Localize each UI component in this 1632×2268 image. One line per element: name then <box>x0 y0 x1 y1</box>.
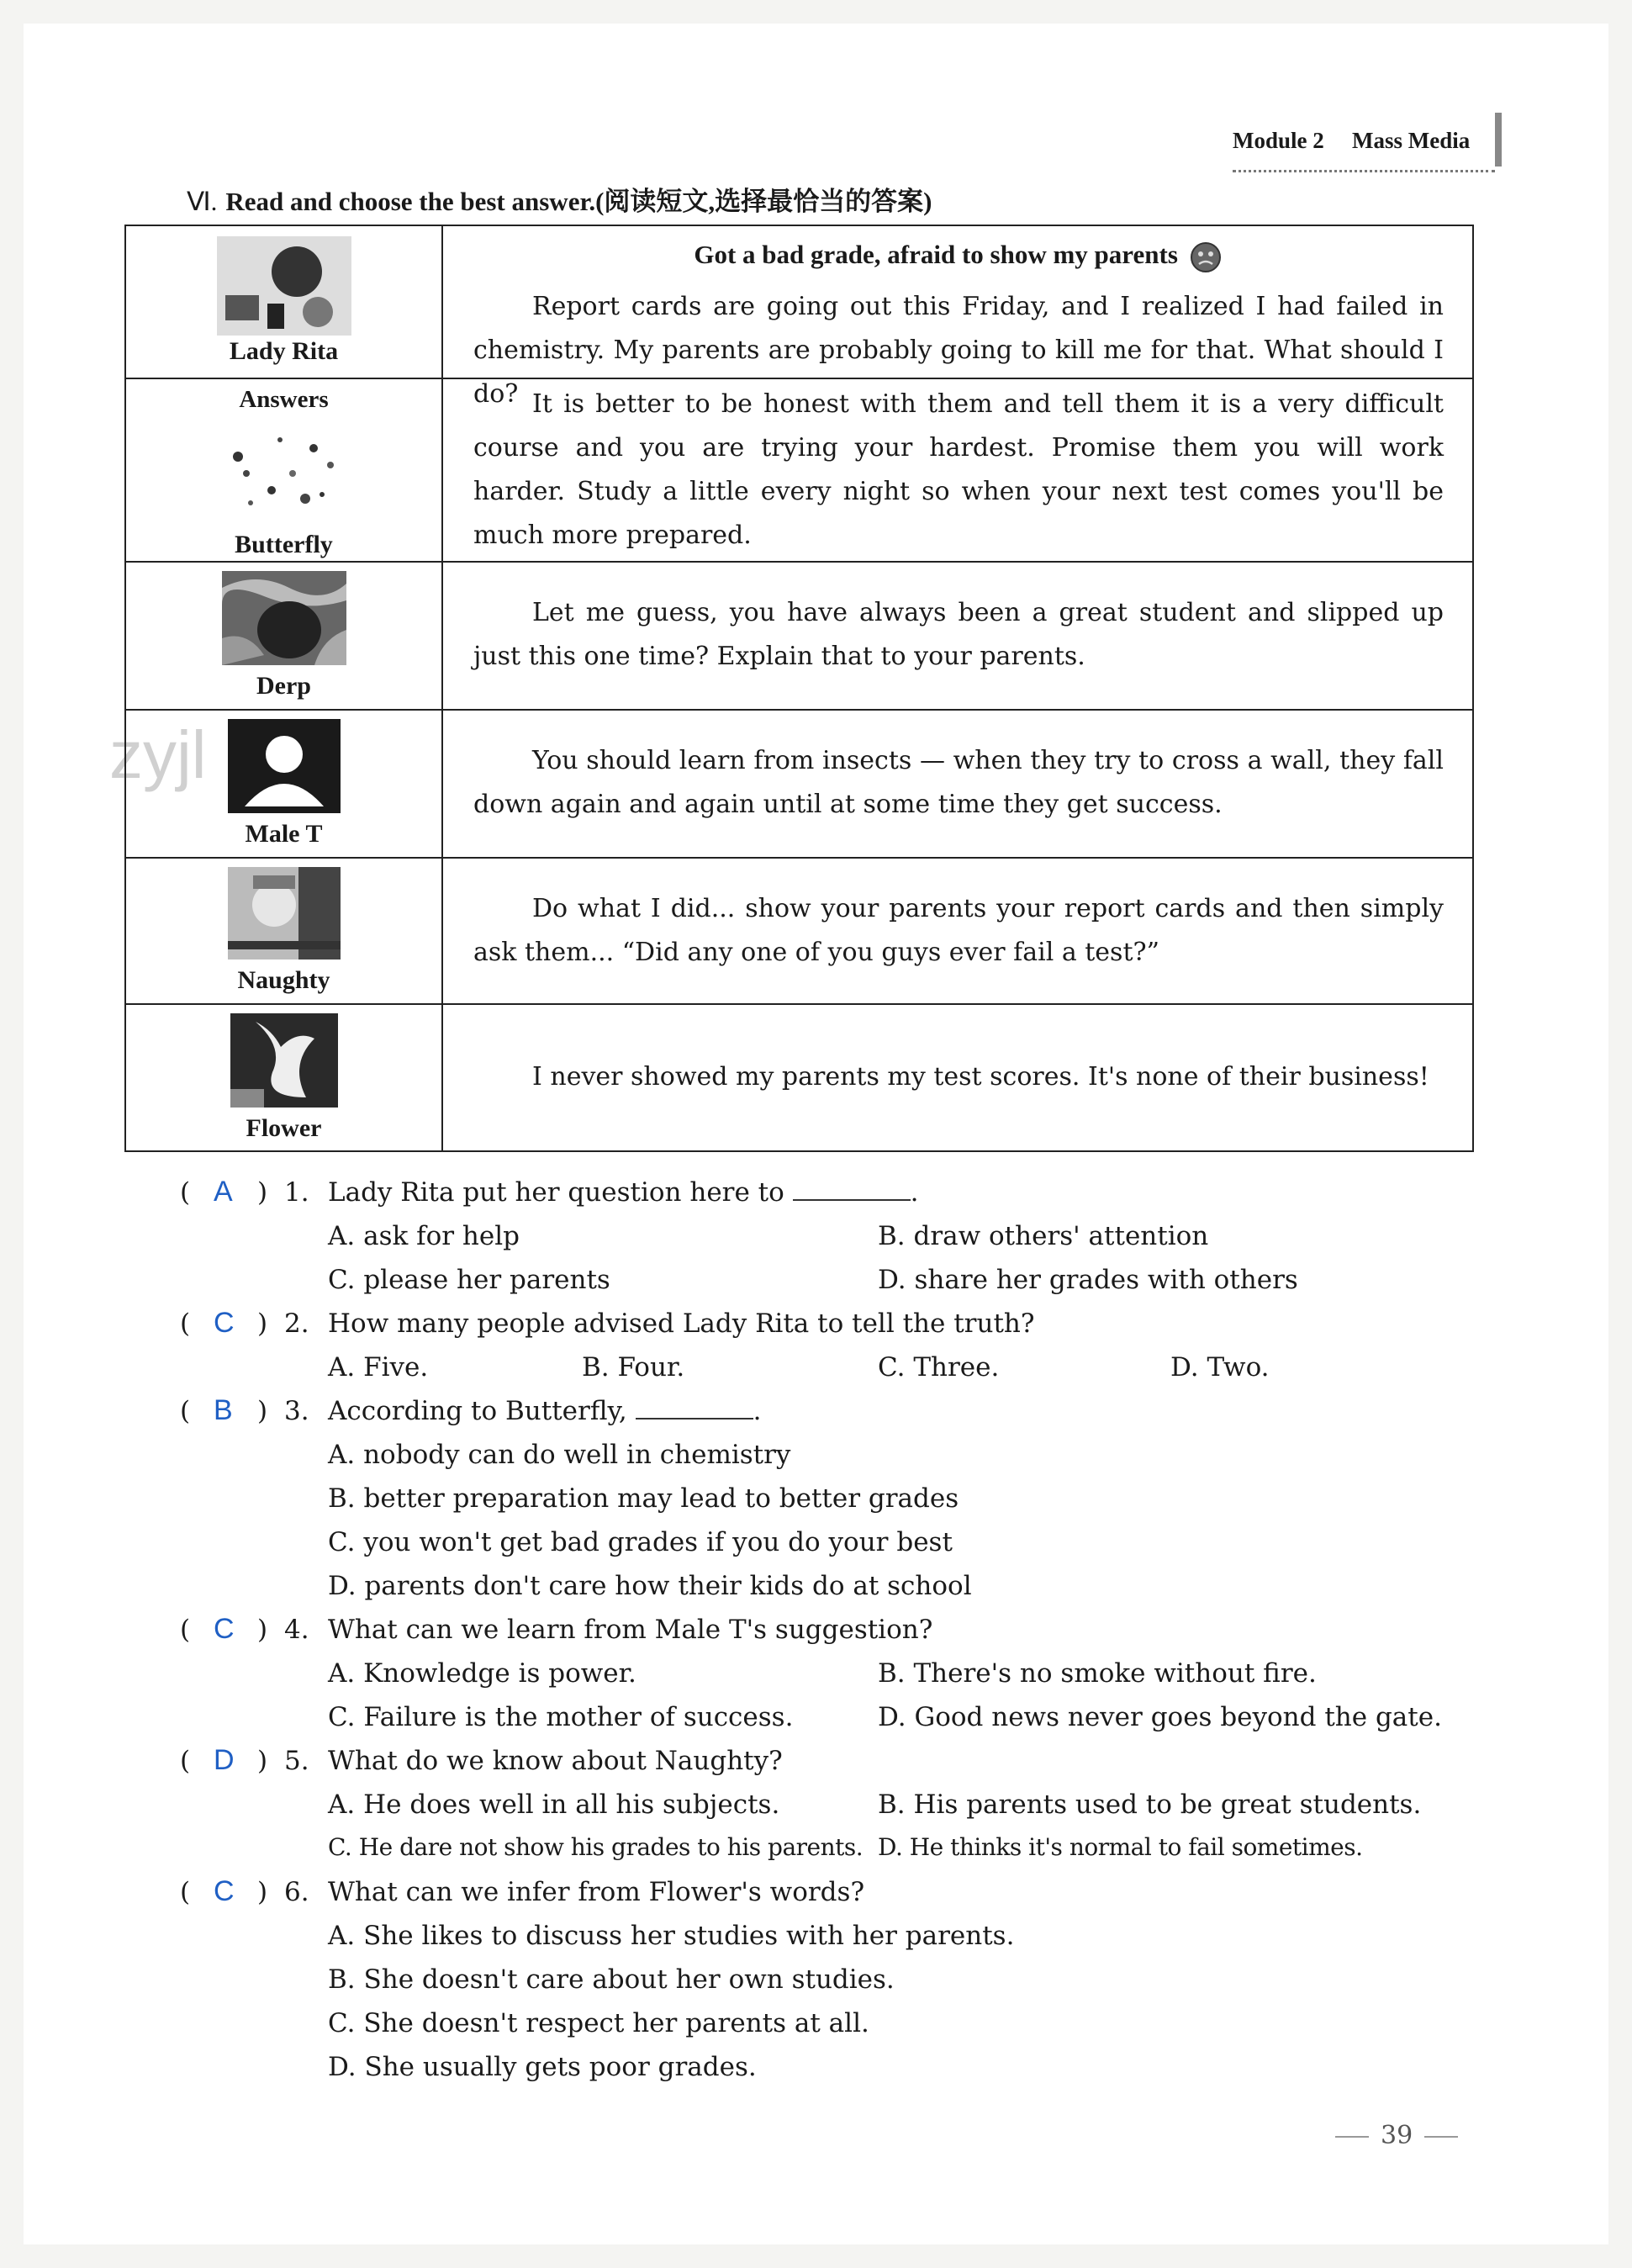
option: A. nobody can do well in chemistry <box>328 1440 791 1470</box>
question-number: 5. <box>284 1746 309 1776</box>
user-cell <box>125 1004 442 1151</box>
question-stem-text: Lady Rita put her question here to <box>328 1177 784 1208</box>
option: C. Three. <box>878 1352 1000 1382</box>
answers-label: Answers <box>239 386 329 413</box>
option: D. She usually gets poor grades. <box>328 2052 757 2082</box>
option: D. Good news never goes beyond the gate. <box>878 1702 1442 1732</box>
forum-table <box>124 225 1474 1152</box>
sad-face-icon <box>1190 241 1222 273</box>
paren-open: ( <box>180 1396 191 1426</box>
question-stem: What do we know about Naughty? <box>328 1746 783 1776</box>
user-cell <box>125 562 442 710</box>
post-cell <box>442 1004 1473 1151</box>
post-text: Report cards are going out this Friday, and I realized I had failed in chemistry. My parents are probably going to kill me for that. What should I do? <box>473 292 1444 409</box>
module-title: Mass Media <box>1352 128 1471 153</box>
question-stem <box>328 1396 761 1426</box>
forum-row <box>125 225 1473 378</box>
forum-row <box>125 562 1473 710</box>
question-stem <box>328 1177 919 1208</box>
post-cell <box>442 710 1473 858</box>
option: A. Five. <box>328 1352 429 1382</box>
question-number: 6. <box>284 1877 309 1907</box>
answer-mark: A <box>214 1176 233 1208</box>
user-name: Naughty <box>237 966 330 994</box>
paren-open: ( <box>180 1746 191 1776</box>
post-text: Let me guess, you have always been a great student and slipped up just this one time? Explain that to your parents. <box>473 598 1444 671</box>
paren-open: ( <box>180 1177 191 1208</box>
question-number: 2. <box>284 1308 309 1339</box>
question-stem: What can we infer from Flower's words? <box>328 1877 865 1907</box>
running-header <box>1233 123 1495 172</box>
post-cell <box>442 225 1473 409</box>
post-cell <box>442 378 1473 562</box>
footer-dash <box>1424 2136 1458 2138</box>
section-heading <box>187 180 932 218</box>
paren-close: ) <box>257 1308 268 1339</box>
option: A. Knowledge is power. <box>328 1658 636 1689</box>
question-number: 1. <box>284 1177 309 1208</box>
user-cell <box>125 858 442 1004</box>
question-stem: How many people advised Lady Rita to tell the truth? <box>328 1308 1035 1339</box>
post-text: Do what I did... show your parents your report cards and then simply ask them... “Did any one of you guys ever fail a test?” <box>473 894 1444 967</box>
paren-close: ) <box>257 1877 268 1907</box>
avatar-derp <box>222 571 346 665</box>
avatar-lady-rita <box>217 236 351 336</box>
avatar-flower <box>230 1013 338 1108</box>
avatar-naughty <box>228 867 341 960</box>
option: A. ask for help <box>328 1221 520 1251</box>
option: D. parents don't care how their kids do at school <box>328 1571 972 1601</box>
user-cell <box>125 225 442 378</box>
answer-mark: C <box>214 1613 235 1645</box>
answer-blank <box>793 1177 911 1201</box>
user-name: Male T <box>245 820 323 848</box>
option: B. His parents used to be great students. <box>878 1790 1422 1820</box>
answer-mark: C <box>214 1875 235 1907</box>
answer-mark: B <box>214 1394 233 1426</box>
user-name: Flower <box>246 1114 322 1142</box>
option: D. He thinks it's normal to fail sometimes. <box>878 1833 1363 1861</box>
header-bar <box>1495 113 1502 167</box>
question-stem-text: According to Butterfly, <box>328 1396 627 1426</box>
page-footer <box>1323 2121 1470 2150</box>
option: A. He does well in all his subjects. <box>328 1790 780 1820</box>
avatar-male-t <box>228 719 341 813</box>
forum-row <box>125 378 1473 562</box>
user-cell <box>125 710 442 858</box>
option: B. draw others' attention <box>878 1221 1209 1251</box>
page-number: 39 <box>1381 2121 1413 2150</box>
stem-end: . <box>910 1177 919 1208</box>
option: B. better preparation may lead to better grades <box>328 1483 959 1514</box>
option: B. Four. <box>582 1352 685 1382</box>
paren-close: ) <box>257 1177 268 1208</box>
post-cell <box>442 562 1473 710</box>
footer-dash <box>1335 2136 1369 2138</box>
paren-open: ( <box>180 1308 191 1339</box>
post-text: You should learn from insects — when they try to cross a wall, they fall down again and again until at some time they get success. <box>473 746 1444 819</box>
post-text: I never showed my parents my test scores. It's none of their business! <box>532 1062 1429 1092</box>
answer-mark: D <box>214 1744 235 1776</box>
post-cell <box>442 858 1473 1004</box>
paren-close: ) <box>257 1746 268 1776</box>
forum-row <box>125 858 1473 1004</box>
option: A. She likes to discuss her studies with her parents. <box>328 1921 1015 1951</box>
module-label: Module 2 <box>1233 128 1324 153</box>
user-name: Butterfly <box>235 531 333 558</box>
post-text: It is better to be honest with them and tell them it is a very difficult course and you are trying your hardest. Promise them you will work harder. Study a little every night so when your next test comes you'll be much more prepared. <box>473 389 1444 550</box>
stem-end: . <box>753 1396 762 1426</box>
paren-open: ( <box>180 1615 191 1645</box>
topic-title <box>443 240 1472 273</box>
paren-close: ) <box>257 1396 268 1426</box>
option: C. please her parents <box>328 1265 610 1295</box>
topic-title-text: Got a bad grade, afraid to show my parents <box>694 240 1178 269</box>
question-number: 3. <box>284 1396 309 1426</box>
question-number: 4. <box>284 1615 309 1645</box>
option: D. share her grades with others <box>878 1265 1298 1295</box>
section-title: Read and choose the best answer.(阅读短文,选择最恰当的答案) <box>225 187 932 216</box>
user-name: Derp <box>256 672 311 700</box>
avatar-butterfly <box>221 423 347 515</box>
watermark: zyjl <box>109 717 207 792</box>
paren-close: ) <box>257 1615 268 1645</box>
forum-row <box>125 1004 1473 1151</box>
option: B. There's no smoke without fire. <box>878 1658 1317 1689</box>
answer-blank <box>636 1396 753 1419</box>
paren-open: ( <box>180 1877 191 1907</box>
answer-mark: C <box>214 1307 235 1339</box>
user-cell <box>125 378 442 562</box>
section-number: Ⅵ. <box>187 187 218 216</box>
option: C. She doesn't respect her parents at all. <box>328 2008 869 2038</box>
option: D. Two. <box>1170 1352 1270 1382</box>
question-stem: What can we learn from Male T's suggestion? <box>328 1615 933 1645</box>
user-name: Lady Rita <box>229 337 339 365</box>
option: B. She doesn't care about her own studies. <box>328 1964 895 1995</box>
option: C. Failure is the mother of success. <box>328 1702 794 1732</box>
option: C. you won't get bad grades if you do your best <box>328 1527 953 1557</box>
forum-row <box>125 710 1473 858</box>
option: C. He dare not show his grades to his parents. <box>328 1833 864 1861</box>
